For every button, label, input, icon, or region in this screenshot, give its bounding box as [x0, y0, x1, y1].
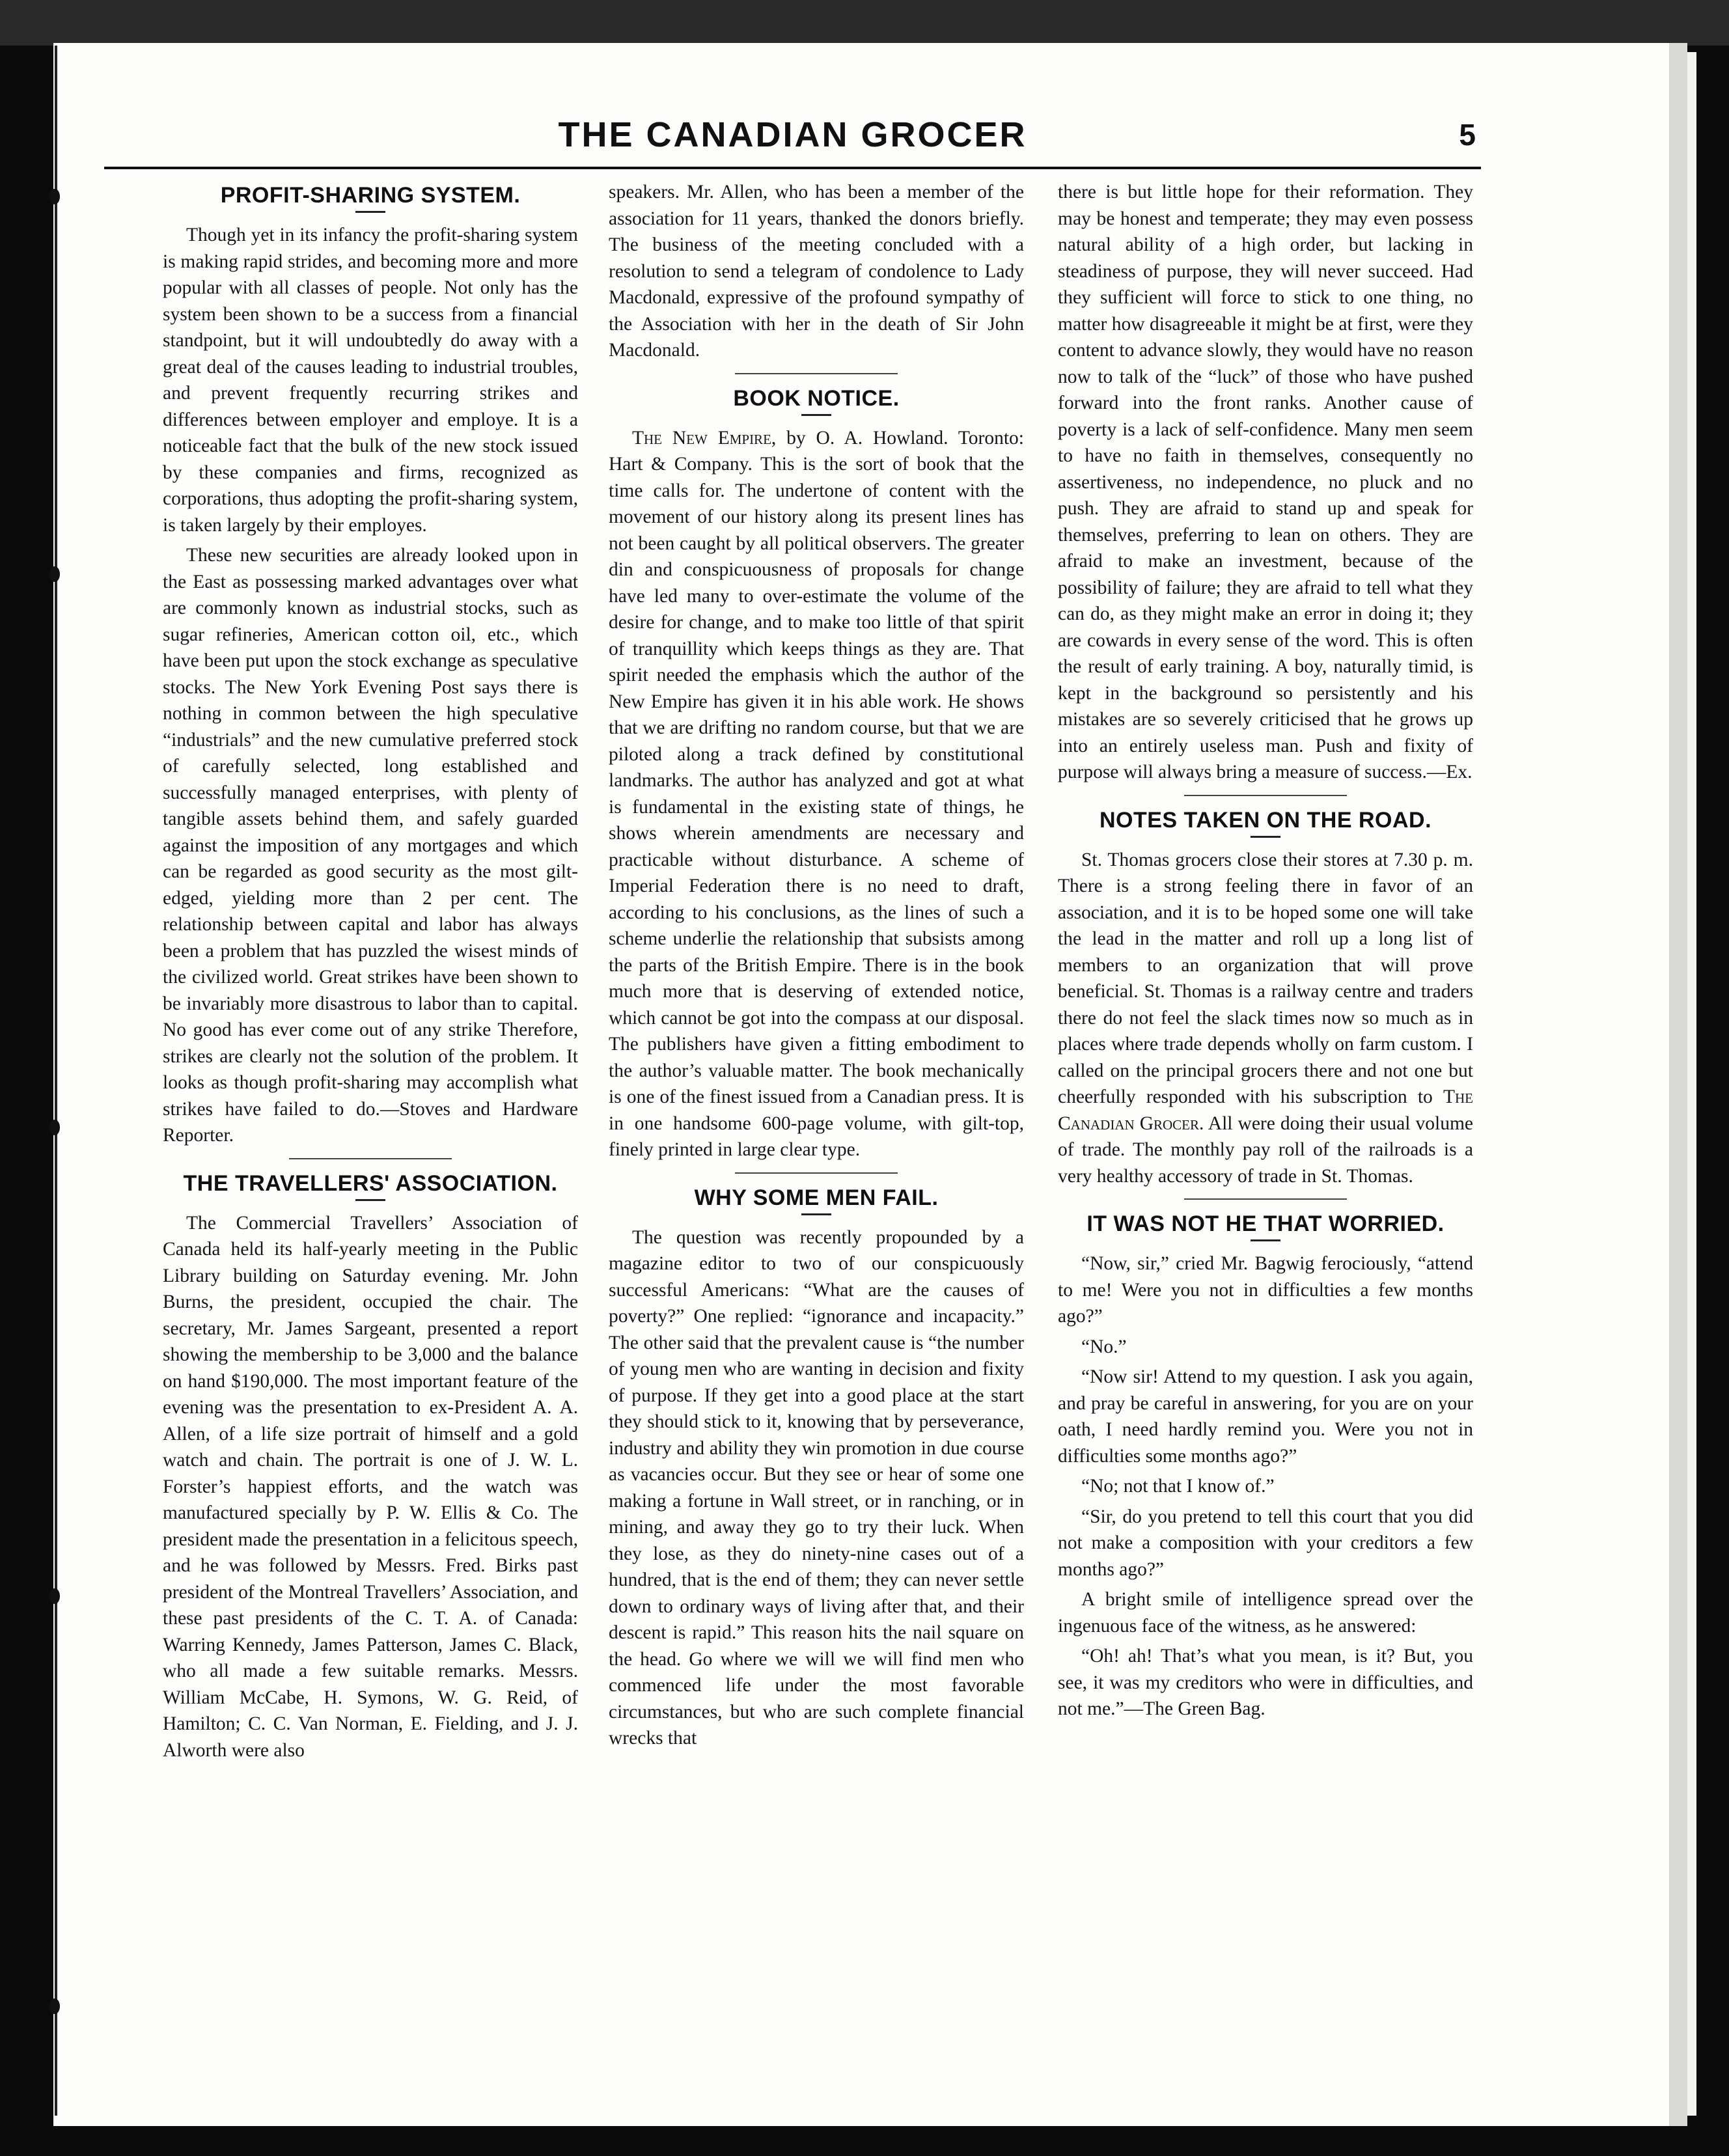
publication-name: The Canadian Grocer — [1058, 1086, 1473, 1134]
heading-why-some-men-fail: WHY SOME MEN FAIL. — [694, 1185, 939, 1210]
masthead: THE CANADIAN GROCER — [558, 115, 1027, 154]
paragraph: “No.” — [1081, 1336, 1127, 1357]
paragraph: The Commercial Travellers’ Association of Canada held its half-yearly meeting in the Public Library building on Saturday evening. Mr. John Burns, the president, occupied the chair. The secretary, Mr. James Sargeant, presented a report showing the membership to be 3,000 and the balance on hand $190,000. The most important feature of the evening was the presentation to ex-President A. A. Allen, of a life size portrait of himself and a gold watch and chain. The portrait is one of J. W. L. Forster’s happiest efforts, and the watch was manufactured specially by P. W. Ellis & Co. The president made the presentation in a felicitous speech, and he was followed by Messrs. Fred. Birks past president of the Montreal Travellers’ Association, and these past presidents of the C. T. A. of Canada: Warring Kennedy, James Patterson, James C. Black, who all made a few suitable remarks. Messrs. William McCabe, H. Symons, W. G. Reid, of Hamilton; C. C. Van Norman, E. Fielding, and J. J. Alworth were also — [163, 1212, 578, 1761]
binding-rule — [55, 46, 57, 2116]
page-number: 5 — [1459, 118, 1476, 152]
heading-profit-sharing: PROFIT-SHARING SYSTEM. — [220, 183, 521, 208]
heading-dash — [1251, 1239, 1280, 1241]
column-2 — [609, 179, 1024, 1756]
binding-pin-icon — [49, 1998, 60, 2014]
page-edge-inner — [1687, 52, 1696, 2116]
section-divider — [289, 1158, 452, 1159]
paragraph-text: . All were doing their usual volume of trade. The monthly pay roll of the railroads is a very healthy accessory of trade in St. Thomas. — [1058, 1113, 1473, 1187]
paragraph: “No; not that I know of.” — [1081, 1476, 1275, 1497]
scan-border — [0, 0, 1729, 46]
binding-pin-icon — [49, 566, 60, 582]
section-divider — [1184, 1198, 1347, 1200]
binding-pin-icon — [49, 1588, 60, 1604]
binding-pin-icon — [49, 189, 60, 204]
paragraph — [609, 425, 1024, 1163]
section-divider — [735, 373, 898, 374]
section-divider — [1184, 795, 1347, 796]
heading-dash — [355, 1199, 385, 1201]
heading-travellers: THE TRAVELLERS' ASSOCIATION. — [183, 1170, 558, 1196]
section-divider — [735, 1172, 898, 1174]
paragraph: A bright smile of intelligence spread over the ingenuous face of the witness, as he answered: — [1058, 1589, 1473, 1637]
paragraph-text: St. Thomas grocers close their stores at 7.30 p. m. There is a strong feeling there in favor of an association, and it is to be hoped some one will take the lead in the matter and roll up a long list of members to an organization that will prove beneficial. St. Thomas is a railway centre and traders there do not feel the slack times now so much as in places where trade depends wholly on farm custom. I called on the principal grocers there and not one but cheerfully responded with his subscription to — [1058, 849, 1473, 1107]
binding-pin-icon — [49, 1120, 60, 1135]
column-1 — [163, 179, 578, 1767]
heading-dash — [355, 211, 385, 213]
column-3 — [1058, 179, 1473, 1726]
paragraph: Though yet in its infancy the profit-sharing system is making rapid strides, and becoming more and more popular with all classes of people. Not only has the system been shown to be a success from a financial standpoint, but it will undoubtedly do away with a great deal of the causes leading to industrial troubles, and prevent frequently recurring strikes and differences between employer and employe. It is a noticeable fact that the bulk of the new stock issued by these companies and firms, recognized as corporations, thus adopting the profit-sharing system, is taken largely by their employes. — [163, 225, 578, 536]
paragraph: “Now sir! Attend to my question. I ask you again, and pray be careful in answering, for you are on your oath, I need hardly remind you. Were you not in difficulties some months ago?” — [1058, 1366, 1473, 1467]
heading-notes-on-road: NOTES TAKEN ON THE ROAD. — [1099, 807, 1432, 833]
paragraph: “Sir, do you pretend to tell this court that you did not make a composition with your creditors a few months ago?” — [1058, 1506, 1473, 1580]
paragraph-text: , by O. A. Howland. Toronto: Hart & Company. This is the sort of book that the time calls for. The undertone of content with the movement of our history along its present lines has not been caught by all political observers. The greater din and conspicuousness of proposals for change have led many to over-estimate the volume of the desire for change, and to make too little of that spirit of tranquillity which keeps things as they are. That spirit needed the emphasis which the author of the New Empire has given it in his able work. He shows that we are drifting no random course, but that we are piloted along a track defined by constitutional landmarks. The author has analyzed and got at what is fundamental in the existing state of things, he shows wherein amendments are necessary and practicable without disturbance. A scheme of Imperial Federation there is no need to draft, according to his conclusions, as the lines of such a scheme underlie the relationship that subsists among the parts of the British Empire. There is in the book much more that is deserving of extended notice, which cannot be got into the compass at our disposal. The publishers have given a fitting embodiment to the author’s valuable matter. The book mechanically is one of the finest issued from a Canadian press. It is in one handsome 600-page volume, with gilt-top, finely printed in large clear type. — [609, 427, 1024, 1160]
paragraph: “Now, sir,” cried Mr. Bagwig ferociously, “attend to me! Were you not in difficulties a few months ago?” — [1058, 1253, 1473, 1327]
heading-book-notice: BOOK NOTICE. — [733, 385, 900, 411]
paragraph: The question was recently propounded by a magazine editor to two of our conspicuously successful Americans: “What are the causes of poverty?” One replied: “ignorance and incapacity.” The other said that the prevalent cause is “the number of young men who are wanting in decision and fixity of purpose. If they get into a good place at the start they should stick to it, knowing that by perseverance, industry and ability they win promotion in due course as vacancies occur. But they see or hear of some one making a fortune in Wall street, or in ranching, or in mining, and away they go to try their luck. When they lose, as they do ninety-nine cases out of a hundred, that is the end of them; they can never settle down to ordinary ways of living after that, and their descent is rapid.” This reason hits the nail square on the head. Go where we will we will find men who commenced life under the most favorable circumstances, but who are such complete financial wrecks that — [609, 1226, 1024, 1748]
paragraph — [1058, 847, 1473, 1190]
heading-dash — [801, 1213, 831, 1215]
paragraph: speakers. Mr. Allen, who has been a member of the association for 11 years, thanked the donors briefly. The business of the meeting concluded with a resolution to send a telegram of condolence to Lady Macdonald, expressive of the profound sympathy of the Association with her in the death of Sir John Macdonald. — [609, 182, 1024, 361]
paragraph: there is but little hope for their reformation. They may be honest and temperate; they may even possess natural ability of a high order, but lacking in steadiness of purpose, they will never succeed. Had they sufficient will force to stick to one thing, no matter how disagreeable it might be at first, were they content to advance slowly, they would have no reason now to talk of the “luck” of those who have pushed forward into the front ranks. Another cause of poverty is a lack of self-confidence. Many men seem to have no faith in themselves, consequently no assertiveness, no independence, no pluck and no push. They are afraid to stand up and speak for themselves, preferring to lean on others. They are afraid to make an investment, because of the possibility of failure; they are afraid to tell what they can do, as they might make an error in doing it; they are cowards in every sense of the word. This is often the result of early training. A boy, naturally timid, is kept in the background so persistently and his mistakes are so severely criticised that he grows up into an entirely useless man. Push and fixity of purpose will always bring a measure of success.—Ex. — [1058, 182, 1473, 782]
page-header — [104, 111, 1481, 169]
paragraph: “Oh! ah! That’s what you mean, is it? But, you see, it was my creditors who were in difficulties, and not me.”—The Green Bag. — [1058, 1646, 1473, 1719]
heading-dash — [801, 414, 831, 416]
heading-not-he-that-worried: IT WAS NOT HE THAT WORRIED. — [1086, 1211, 1445, 1236]
book-title: The New Empire — [632, 427, 771, 449]
paragraph: These new securities are already looked upon in the East as possessing marked advantages over what are commonly known as industrial stocks, such as sugar refineries, American cotton oil, etc., which have been put upon the stock exchange as speculative stocks. The New York Evening Post says there is nothing in common between the high speculative “industrials” and the new cumulative preferred stock of carefully selected, long established and successfully managed enterprises, with plenty of tangible assets behind them, and safely guarded against the imposition of any mortgages and which can be regarded as good security as the most gilt-edged, yielding more than 2 per cent. The relationship between capital and labor has always been a problem that has puzzled the wisest minds of the civilized world. Great strikes have been shown to be invariably more disastrous to labor than to capital. No good has ever come out of any strike Therefore, strikes are clearly not the solution of the problem. It looks as though profit-sharing may accomplish what strikes have failed to do.—Stoves and Hardware Reporter. — [163, 545, 578, 1146]
page-edge — [1669, 43, 1687, 2126]
heading-dash — [1251, 836, 1280, 838]
